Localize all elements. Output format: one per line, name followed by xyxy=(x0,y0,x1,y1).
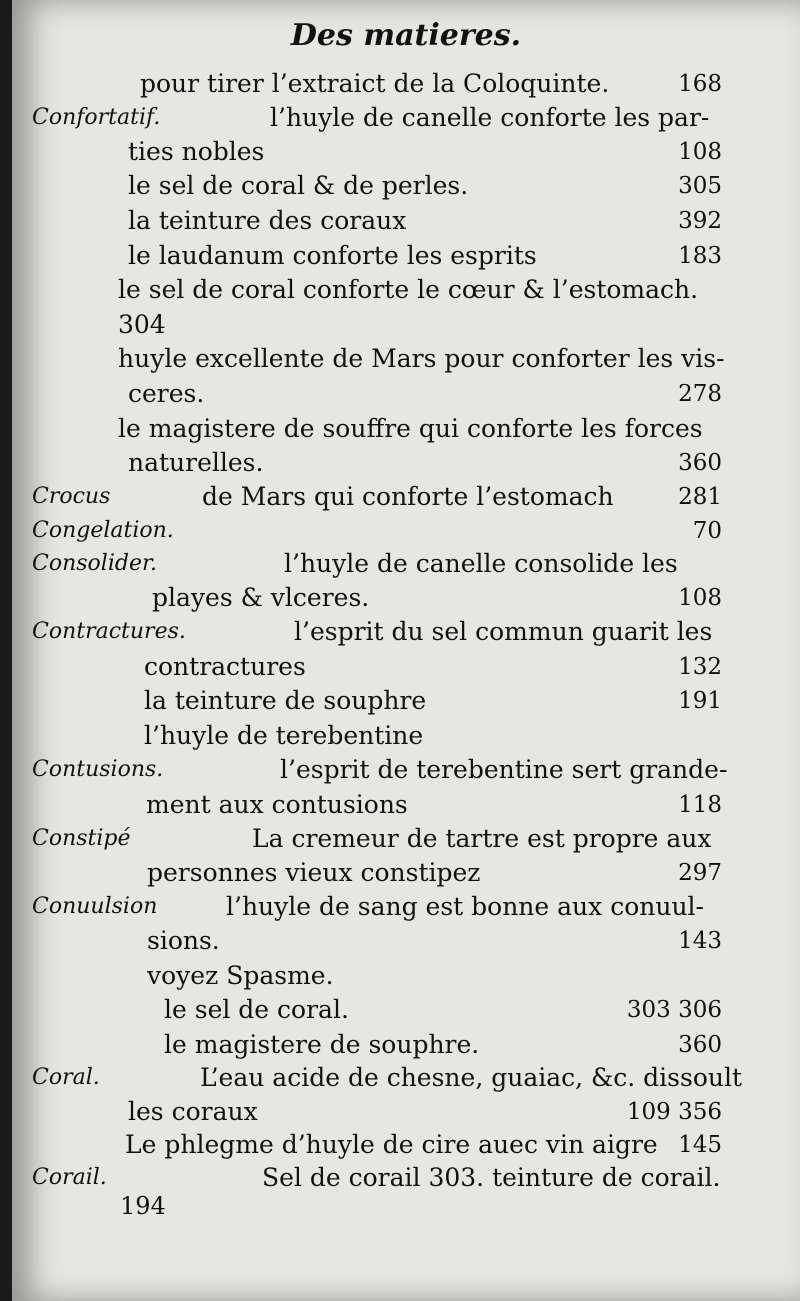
entry-text: sions. xyxy=(147,926,220,955)
page-reference: 360 xyxy=(678,1032,722,1058)
page-reference: 108 xyxy=(678,139,722,165)
entry-text: de Mars qui conforte l’estomach xyxy=(202,482,614,511)
entry-text: 304 xyxy=(118,310,166,339)
entry-text: l’huyle de terebentine xyxy=(144,721,424,750)
page-reference: 108 xyxy=(678,585,722,611)
entry-text: contractures xyxy=(144,652,306,681)
entry-text: Le phlegme d’huyle de cire auec vin aigre xyxy=(125,1130,658,1159)
page-reference: 143 xyxy=(678,928,722,954)
entry-text: l’huyle de sang est bonne aux conuul- xyxy=(226,892,705,921)
page-reference: 305 xyxy=(678,173,722,199)
entry-text: huyle excellente de Mars pour conforter les vis- xyxy=(118,344,725,373)
entry-text: le laudanum conforte les esprits xyxy=(128,241,537,270)
entry-text: playes & vlceres. xyxy=(152,583,370,612)
entry-keyword: Corail. xyxy=(32,1165,107,1190)
entry-text: ment aux contusions xyxy=(146,790,408,819)
entry-text: voyez Spasme. xyxy=(147,961,334,990)
entry-keyword: Consolider. xyxy=(32,551,158,576)
page-reference: 303 306 xyxy=(626,997,722,1023)
entry-text: Sel de corail 303. teinture de corail. xyxy=(262,1163,721,1192)
entry-text: l’huyle de canelle consolide les xyxy=(284,549,678,578)
entry-text: l’huyle de canelle conforte les par- xyxy=(270,103,710,132)
entry-text: naturelles. xyxy=(128,448,264,477)
entry-text: ties nobles xyxy=(128,137,265,166)
entry-keyword: Contusions. xyxy=(32,757,164,782)
entry-keyword: Crocus xyxy=(32,484,111,509)
entry-text: personnes vieux constipez xyxy=(147,858,481,887)
page-reference: 183 xyxy=(678,243,722,269)
entry-text: les coraux xyxy=(128,1097,258,1126)
page-reference: 360 xyxy=(678,450,722,476)
book-page xyxy=(12,0,800,1301)
page-reference: 392 xyxy=(678,208,722,234)
entry-text: ceres. xyxy=(128,379,205,408)
page-reference: 70 xyxy=(692,518,722,544)
entry-text: le magistere de souffre qui conforte les forces xyxy=(118,414,703,443)
entry-text: l’esprit du sel commun guarit les xyxy=(294,617,713,646)
entry-text: le sel de coral conforte le cœur & l’estomach. xyxy=(118,275,699,304)
entry-text: L’eau acide de chesne, guaiac, &c. dissoult xyxy=(200,1063,743,1092)
page-reference: 297 xyxy=(678,860,722,886)
entry-text: le magistere de souphre. xyxy=(164,1030,480,1059)
entry-text: pour tirer l’extraict de la Coloquinte. xyxy=(140,69,610,98)
entry-keyword: Contractures. xyxy=(32,619,186,644)
page-header: Des matieres. xyxy=(290,18,522,53)
entry-keyword: Congelation. xyxy=(32,518,174,543)
entry-text: le sel de coral & de perles. xyxy=(128,171,469,200)
entry-keyword: Conuulsion xyxy=(32,894,158,919)
entry-keyword: Coral. xyxy=(32,1065,100,1090)
entry-text: La cremeur de tartre est propre aux xyxy=(252,824,712,853)
entry-text: le sel de coral. xyxy=(164,995,349,1024)
page-reference: 132 xyxy=(678,654,722,680)
page-reference: 281 xyxy=(678,484,722,510)
page-reference: 109 356 xyxy=(626,1099,722,1125)
entry-keyword: Constipé xyxy=(32,826,131,851)
page-number: 194 xyxy=(120,1192,166,1220)
page-reference: 118 xyxy=(678,792,722,818)
page-reference: 191 xyxy=(678,688,722,714)
entry-text: la teinture des coraux xyxy=(128,206,407,235)
page-reference: 145 xyxy=(678,1132,722,1158)
entry-keyword: Confortatif. xyxy=(32,105,161,130)
entry-text: la teinture de souphre xyxy=(144,686,427,715)
entry-text: l’esprit de terebentine sert grande- xyxy=(280,755,728,784)
page-reference: 278 xyxy=(678,381,722,407)
page-reference: 168 xyxy=(678,71,722,97)
